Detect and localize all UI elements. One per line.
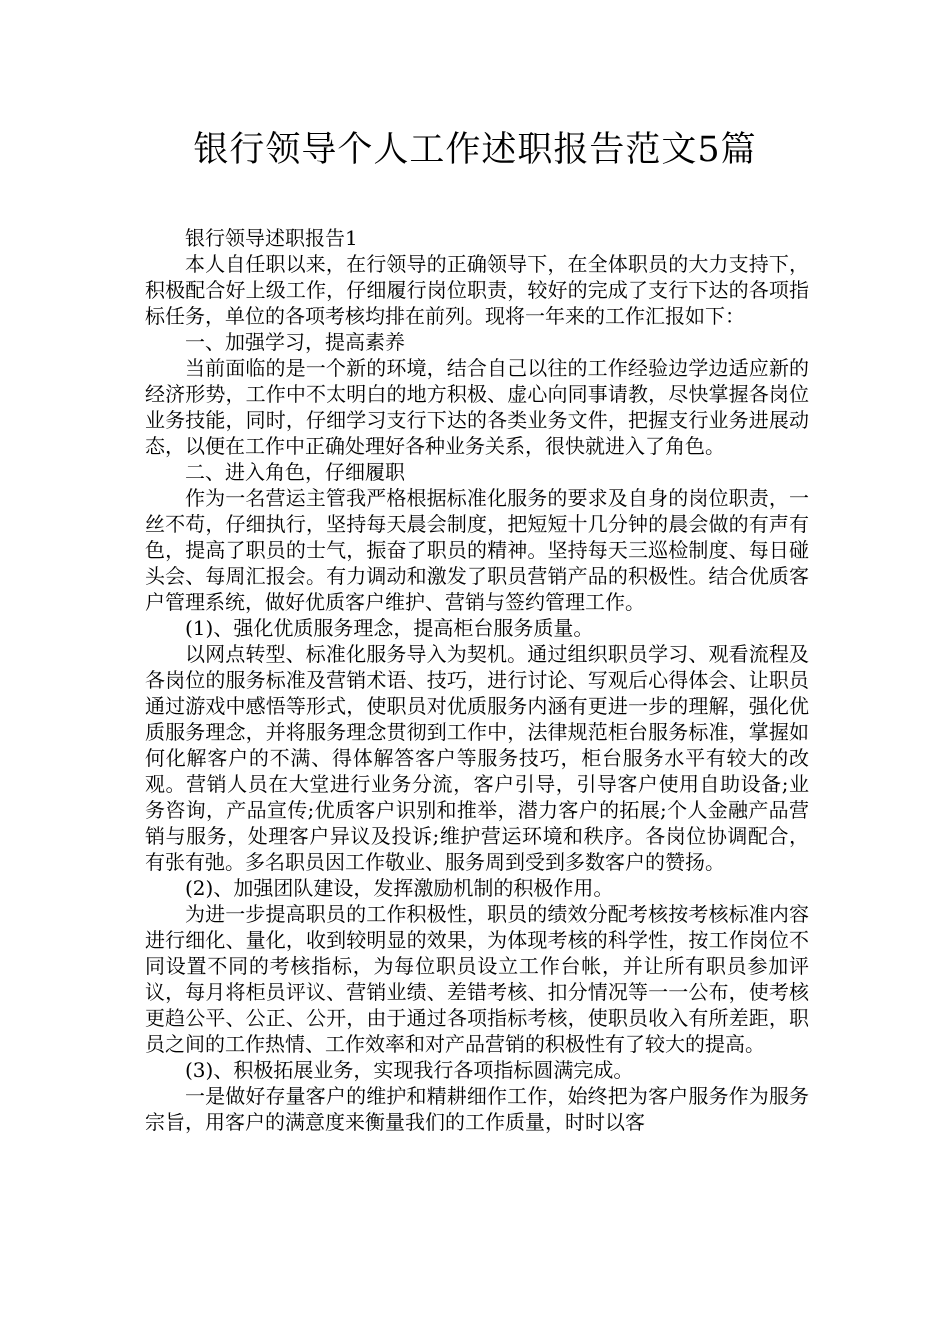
paragraph-section-1: 当前面临的是一个新的环境，结合自己以往的工作经验边学边适应新的经济形势，工作中不太明白的地方积极、虚心向同事请教，尽快掌握各岗位业务技能，同时，仔细学习支行下达的各类业务文件，把握支行业务进展动态，以便在工作中正确处理好各种业务关系，很快就进入了角色。 — [145, 356, 809, 458]
paragraph-subsection-1: 以网点转型、标准化服务导入为契机。通过组织职员学习、观看流程及各岗位的服务标准及营销术语、技巧，进行讨论、写观后心得体会、让职员通过游戏中感悟等形式，使职员对优质服务内涵有更进一步的理解，强化优质服务理念，并将服务理念贯彻到工作中，法律规范柜台服务标准，掌握如何化解客户的不满、得体解答客户等服务技巧，柜台服务水平有较大的改观。营销人员在大堂进行业务分流，客户引导，引导客户使用自助设备;业务咨询，产品宣传;优质客户识别和推举，潜力客户的拓展;个人金融产品营销与服务，处理客户异议及投诉;维护营运环境和秩序。各岗位协调配合，有张有弛。多名职员因工作敬业、服务周到受到多数客户的赞扬。 — [145, 642, 809, 874]
paragraph-intro: 本人自任职以来，在行领导的正确领导下，在全体职员的大力支持下，积极配合好上级工作，仔细履行岗位职责，较好的完成了支行下达的各项指标任务，单位的各项考核均排在前列。现将一年来的工作汇报如下： — [145, 252, 809, 328]
subsection-heading-2: (2)、加强团队建设，发挥激励机制的积极作用。 — [185, 876, 614, 900]
paragraph-subsection-3: 一是做好存量客户的维护和精耕细作工作，始终把为客户服务作为服务宗旨，用客户的满意度来衡量我们的工作质量，时时以客 — [145, 1084, 809, 1134]
document-title: 银行领导个人工作述职报告范文5篇 — [193, 130, 757, 170]
paragraph-subsection-2: 为进一步提高职员的工作积极性，职员的绩效分配考核按考核标准内容进行细化、量化，收到较明显的效果，为体现考核的科学性，按工作岗位不同设置不同的考核指标，为每位职员设立工作台帐，并让所有职员参加评议，每月将柜员评议、营销业绩、差错考核、扣分情况等一一公布，使考核更趋公平、公正、公开，由于通过各项指标考核，使职员收入有所差距，职员之间的工作热情、工作效率和对产品营销的积极性有了较大的提高。 — [145, 902, 809, 1056]
subsection-heading-1: (1)、强化优质服务理念，提高柜台服务质量。 — [185, 616, 594, 640]
paragraph-section-2: 作为一名营运主管我严格根据标准化服务的要求及自身的岗位职责，一丝不苟，仔细执行，坚持每天晨会制度，把短短十几分钟的晨会做的有声有色，提高了职员的士气，振奋了职员的精神。坚持每天三巡检制度、每日碰头会、每周汇报会。有力调动和激发了职员营销产品的积极性。结合优质客户管理系统，做好优质客户维护、营销与签约管理工作。 — [145, 486, 809, 614]
subsection-heading-3: (3)、积极拓展业务，实现我行各项指标圆满完成。 — [185, 1058, 634, 1082]
document-body — [145, 225, 809, 1135]
section-heading-1: 一、加强学习，提高素养 — [185, 330, 405, 354]
section-heading-2: 二、进入角色，仔细履职 — [185, 460, 405, 484]
report-heading: 银行领导述职报告1 — [185, 226, 358, 250]
